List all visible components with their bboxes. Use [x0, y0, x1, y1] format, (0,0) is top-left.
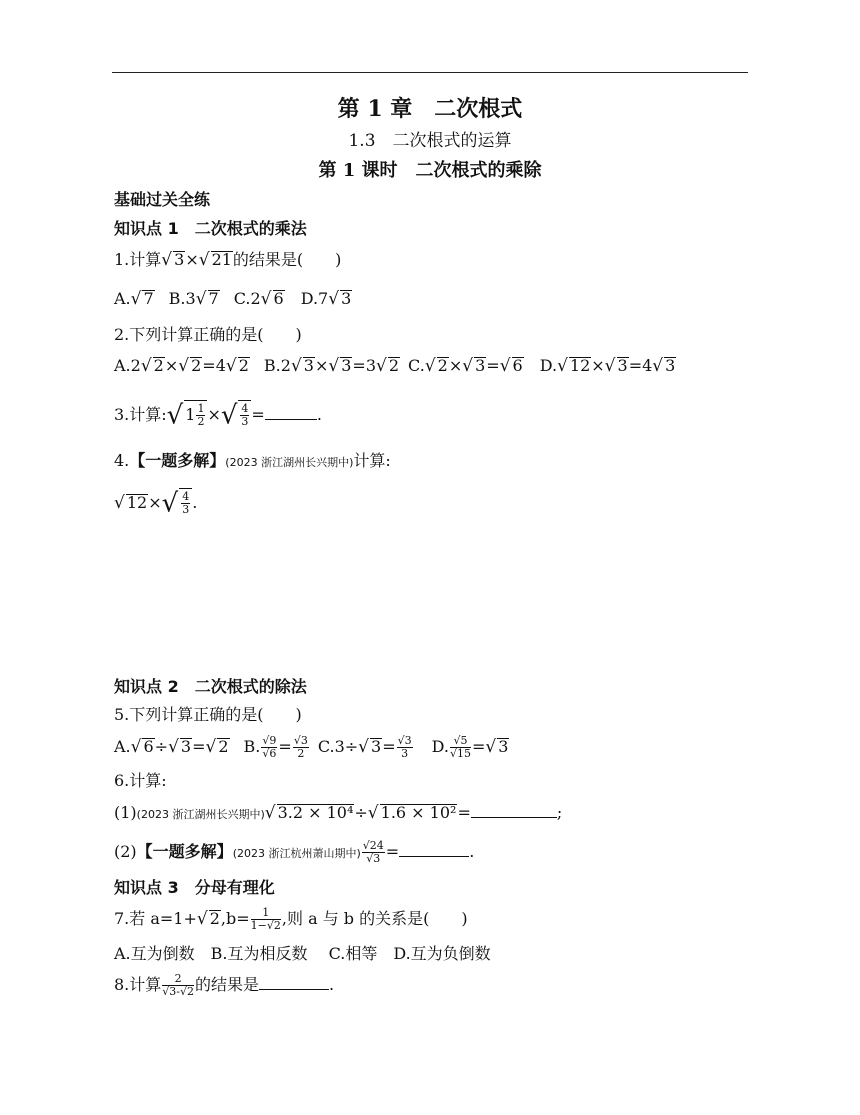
answer-blank[interactable]: [399, 842, 469, 857]
question-5-options: A.√ 6÷√ 3=√ 2 B. $\frac{√9}{√6}$ = $\frac{√3}{2}$ C.3÷√ 3= $\frac{√3}{3}$ D. $\frac{√5}{√15}$ =√ 3: [114, 734, 509, 760]
section-title: 1.3 二次根式的运算: [348, 131, 512, 151]
question-2: 2.下列计算正确的是( ): [114, 325, 302, 344]
answer-blank[interactable]: [259, 975, 329, 990]
question-3: 3.计算:√ 1 $\frac{1}{2}$ ×√ $\frac{4}{3}$ = .: [114, 400, 322, 431]
question-6-part-2: (2)【一题多解】(2023 浙江杭州萧山期中) $\frac{√24}{√3}$ = .: [114, 839, 475, 865]
knowledge-point-2: 知识点 2 二次根式的除法: [114, 677, 307, 696]
practice-heading: 基础过关全练: [114, 190, 211, 209]
source-note: (2023 浙江湖州长兴期中): [225, 456, 354, 469]
question-8: 8.计算 $\frac{2}{√3-√2}$ 的结果是 .: [114, 972, 335, 998]
question-1-options: A.√ 7 B.3√ 7 C.2√ 6 D.7√ 3: [114, 289, 352, 309]
question-6: 6.计算:: [114, 771, 167, 790]
multi-solution-tag: 【一题多解】: [129, 451, 226, 470]
question-7: 7.若 a=1+√ 2,b= $\frac{1}{1-√2}$ ,则 a 与 b 的关系是( ): [114, 906, 468, 932]
question-1: 1.计算√ 3×√ 21的结果是( ): [114, 250, 342, 270]
knowledge-point-1: 知识点 1 二次根式的乘法: [114, 219, 307, 238]
question-7-options: A.互为倒数 B.互为相反数 C.相等 D.互为负倒数: [114, 944, 491, 963]
question-6-part-1: (1)(2023 浙江湖州长兴期中)√ 3.2 × 10⁴÷√ 1.6 × 10²= ;: [114, 803, 563, 823]
question-2-options: A.2√ 2×√ 2=4√ 2 B.2√ 3×√ 3=3√ 2 C.√ 2×√ 3=√ 6 D.√ 12×√ 3=4√ 3: [114, 356, 676, 376]
question-5: 5.下列计算正确的是( ): [114, 705, 302, 724]
radicand: 21: [211, 250, 232, 269]
chapter-title: 第 1 章 二次根式: [337, 96, 523, 122]
radicand: 3: [174, 250, 185, 269]
lesson-title: 第 1 课时 二次根式的乘除: [318, 160, 542, 181]
top-rule: [112, 72, 748, 73]
answer-blank[interactable]: [471, 803, 557, 818]
question-4-expression: √ 12×√ $\frac{4}{3}$ .: [114, 488, 198, 519]
answer-blank[interactable]: [265, 405, 317, 420]
knowledge-point-3: 知识点 3 分母有理化: [114, 878, 275, 897]
question-4: 4.【一题多解】(2023 浙江湖州长兴期中)计算:: [114, 451, 391, 470]
